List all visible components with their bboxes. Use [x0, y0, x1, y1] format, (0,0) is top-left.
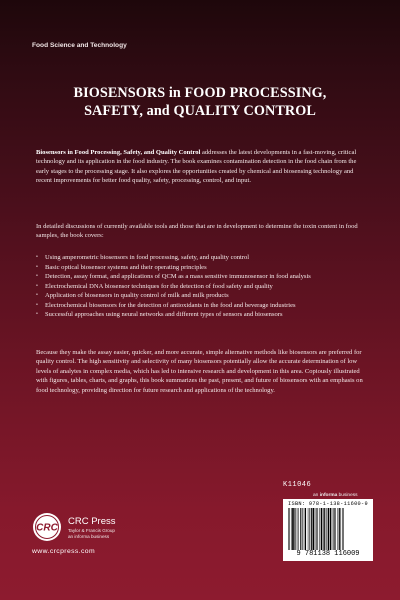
topic-item: • Electrochemical DNA biosensor techniques for the detection of food safety and quality	[36, 282, 273, 290]
ean-number: 9 781138 116009	[296, 550, 360, 558]
topic-item: • Application of biosensors in quality control of milk and milk products	[36, 292, 229, 300]
intro-text: addresses the latest developments in a fast-moving, critical technology and its application in the food industry. The book examines contamination detection in the food chain from the early stages to the processing stage. It also explores the opportunities created by chemical and biosensing technology and recent improvements for better food quality, safety, processing, control, and input.	[36, 149, 357, 185]
bullet-icon: •	[36, 301, 38, 308]
catalog-number: K11046	[283, 481, 312, 489]
book-title	[0, 84, 400, 120]
topic-item: • Successful approaches using neural networks and different types of sensors and biosensors	[36, 311, 283, 319]
intro-book-title: Biosensors in Food Processing, Safety, and Quality Control	[36, 149, 201, 156]
topic-list	[36, 253, 368, 320]
crc-logo-text: CRC	[36, 522, 58, 534]
topic-item: • Using amperometric biosensors in food processing, safety, and quality control	[36, 254, 250, 261]
series-label: Food Science and Technology	[32, 42, 127, 49]
informa-business-tag: an informa business	[313, 493, 358, 498]
bullet-icon: •	[36, 263, 38, 270]
bullet-icon: •	[36, 273, 38, 280]
book-title-line-1: BIOSENSORS in FOOD PROCESSING,	[73, 85, 327, 101]
crc-press-logo-icon	[32, 512, 62, 542]
bullet-icon: •	[36, 254, 38, 260]
bullet-icon: •	[36, 292, 38, 299]
isbn-barcode	[283, 499, 373, 561]
barcode-icon	[287, 508, 369, 550]
publisher-name: CRC Press	[68, 516, 116, 527]
bullet-icon: •	[36, 282, 38, 289]
topic-item: • Detection, assay format, and applications of QCM as a mass sensitive immunosensor in food analysis	[36, 273, 311, 281]
intro-paragraph	[36, 148, 368, 186]
topic-item: • Electrochemical biosensors for the detection of antioxidants in the food and beverage industries	[36, 301, 296, 309]
book-title-line-2: SAFETY, and QUALITY CONTROL	[84, 103, 316, 119]
catalog-number-block	[283, 481, 373, 489]
publisher-website-link[interactable]: www.crcpress.com	[32, 548, 96, 555]
bullet-icon: •	[36, 311, 38, 318]
topic-item: • Basic optical biosensor systems and their operating principles	[36, 263, 207, 271]
isbn-number: ISBN: 978-1-138-11600-9	[287, 501, 368, 507]
closing-paragraph: Because they make the assay easier, quicker, and more accurate, simple alternative methods like biosensors are preferred for quality control. The high sensitivity and selectivity of many biosensors potentially allow the accurate determination of low levels of analytes in complex media, which has led to intensive research and development in this area. Copiously illustrated with figures, tables, charts, and graphs, this book summarizes the past, present, and future of biosensors with an emphasis on food technology, providing direction for future research and applications of the technology.	[36, 349, 363, 394]
publisher-subtitle: Taylor & Francis Group an informa business	[68, 528, 115, 539]
coverage-intro: In detailed discussions of currently available tools and those that are in development to determine the toxin content in food samples, the book covers:	[36, 223, 358, 240]
